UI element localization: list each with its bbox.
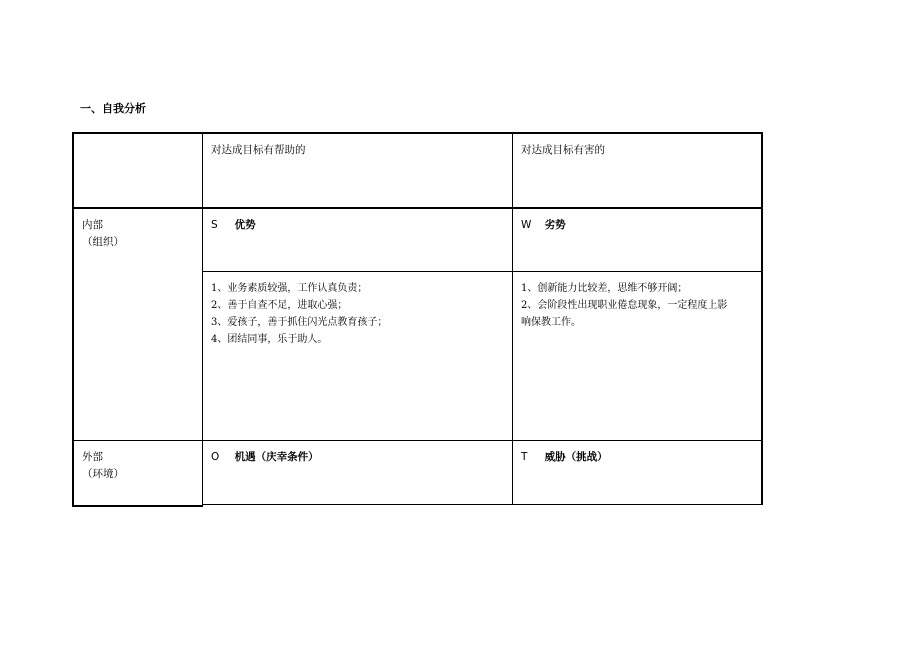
list-item: 响保教工作。 — [521, 317, 581, 328]
weaknesses-list — [521, 280, 753, 331]
list-item: 3、爱孩子，善于抓住闪光点教育孩子； — [211, 317, 388, 328]
weaknesses-cell — [513, 272, 761, 440]
strength-letter: S — [211, 219, 218, 231]
opportunity-title-text: 机遇（庆幸条件） — [234, 451, 319, 463]
strength-title — [203, 209, 512, 271]
strengths-cell — [203, 272, 512, 440]
threat-letter: T — [521, 451, 528, 463]
external-label-line1: 外部 — [82, 451, 103, 463]
table-border-bottom-right — [202, 504, 763, 505]
weakness-letter: W — [521, 219, 532, 231]
opportunity-title — [203, 441, 512, 504]
threat-title — [513, 441, 761, 504]
list-item: 2、会阶段性出现职业倦怠现象，一定程度上影 — [521, 300, 728, 311]
opportunity-letter: O — [211, 451, 220, 463]
list-item: 1、业务素质较强，工作认真负责； — [211, 283, 368, 294]
table-border-right — [761, 132, 763, 505]
internal-label-line2: （组织） — [82, 236, 124, 248]
table-border-bottom-left — [72, 505, 203, 507]
external-label-line2: （环境） — [82, 468, 124, 480]
weakness-title-text: 劣势 — [544, 219, 566, 231]
section-heading: 一、自我分析 — [80, 102, 146, 115]
external-label — [74, 441, 202, 505]
list-item: 1、创新能力比较差，思维不够开阔； — [521, 283, 688, 294]
header-harmful-label: 对达成目标有害的 — [521, 144, 605, 156]
internal-label — [74, 209, 202, 440]
header-helpful-label: 对达成目标有帮助的 — [211, 144, 306, 156]
list-item: 4、团结同事，乐于助人。 — [211, 334, 328, 345]
header-helpful — [203, 134, 512, 207]
strengths-list — [211, 280, 504, 348]
list-item: 2、善于自查不足，进取心强； — [211, 300, 348, 311]
strength-title-text: 优势 — [234, 219, 256, 231]
threat-title-text: 威胁（挑战） — [544, 451, 608, 463]
weakness-title — [513, 209, 761, 271]
internal-label-line1: 内部 — [82, 219, 103, 231]
header-harmful — [513, 134, 761, 207]
